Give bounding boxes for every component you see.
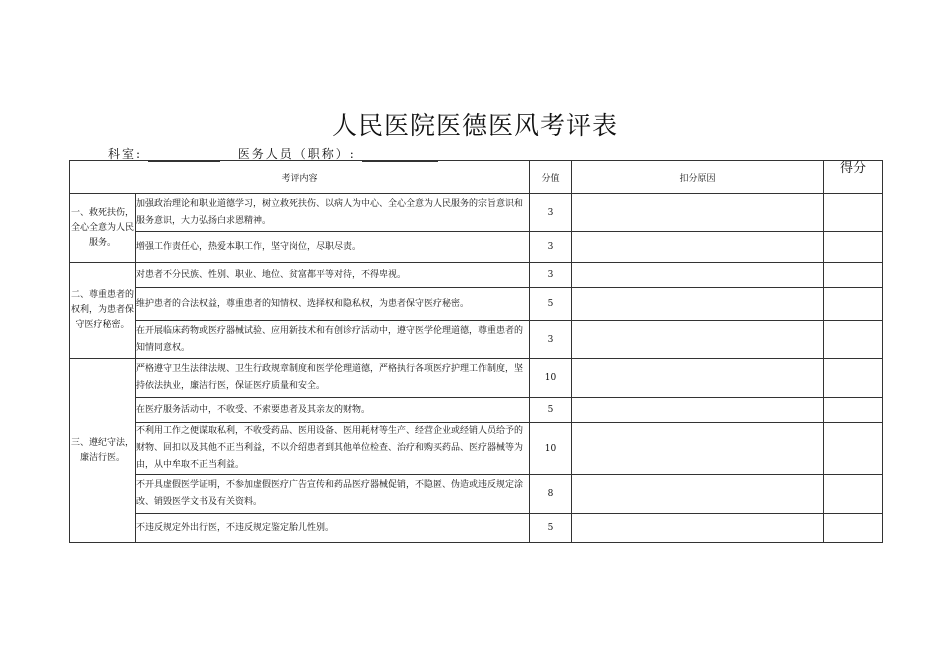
score-cell[interactable] bbox=[824, 475, 883, 514]
evaluation-table bbox=[69, 160, 883, 543]
points-cell: 10 bbox=[530, 359, 572, 398]
table-row bbox=[70, 475, 883, 514]
header-points: 分值 bbox=[530, 161, 572, 194]
deduction-reason-cell[interactable] bbox=[572, 194, 824, 232]
criterion-text: 在开展临床药物或医疗器械试验、应用新技术和有创诊疗活动中，遵守医学伦理道德，尊重患者的知情同意权。 bbox=[136, 325, 524, 353]
table-row bbox=[70, 288, 883, 321]
criterion-cell bbox=[136, 263, 530, 288]
score-cell[interactable] bbox=[824, 514, 883, 543]
criterion-cell bbox=[136, 232, 530, 263]
score-cell[interactable] bbox=[824, 194, 883, 232]
table-row bbox=[70, 321, 883, 359]
criterion-text: 增强工作责任心，热爱本职工作，坚守岗位，尽职尽责。 bbox=[136, 241, 362, 252]
deduction-reason-cell[interactable] bbox=[572, 398, 824, 423]
header-score bbox=[824, 161, 883, 194]
score-cell[interactable] bbox=[824, 359, 883, 398]
header-score-text: 得分 bbox=[840, 161, 867, 176]
criterion-cell bbox=[136, 194, 530, 232]
table-row bbox=[70, 514, 883, 543]
points-cell: 3 bbox=[530, 263, 572, 288]
deduction-reason-cell[interactable] bbox=[572, 514, 824, 543]
deduction-reason-cell[interactable] bbox=[572, 232, 824, 263]
criterion-text: 在医疗服务活动中，不收受、不索要患者及其亲友的财物。 bbox=[136, 404, 371, 415]
table-row bbox=[70, 194, 883, 232]
score-cell[interactable] bbox=[824, 398, 883, 423]
staff-title-label: 医务人员（职称）: bbox=[237, 147, 356, 161]
score-cell[interactable] bbox=[824, 423, 883, 475]
points-cell: 10 bbox=[530, 423, 572, 475]
table-row bbox=[70, 232, 883, 263]
points-cell: 3 bbox=[530, 321, 572, 359]
criterion-cell bbox=[136, 288, 530, 321]
header-content: 考评内容 bbox=[70, 161, 530, 194]
category-cell: 二、尊重患者的权利，为患者保守医疗秘密。 bbox=[70, 263, 136, 359]
criterion-text: 不开具虚假医学证明，不参加虚假医疗广告宣传和药品医疗器械促销，不隐匿、伪造或违反规定涂改、销毁医学文书及有关资料。 bbox=[136, 480, 524, 507]
deduction-reason-cell[interactable] bbox=[572, 359, 824, 398]
points-cell: 3 bbox=[530, 232, 572, 263]
points-cell: 8 bbox=[530, 475, 572, 514]
points-cell: 5 bbox=[530, 398, 572, 423]
criterion-text: 不利用工作之便谋取私利，不收受药品、医用设备、医用耗材等生产、经营企业或经销人员给予的财物、回扣以及其他不正当利益，不以介绍患者到其他单位检查、治疗和购买药品、医疗器械等为由，从中牟取不正当利益。 bbox=[136, 426, 524, 470]
points-cell: 5 bbox=[530, 514, 572, 543]
criterion-text: 维护患者的合法权益，尊重患者的知情权、选择权和隐私权，为患者保守医疗秘密。 bbox=[136, 298, 470, 309]
points-cell: 5 bbox=[530, 288, 572, 321]
criterion-text: 加强政治理论和职业道德学习，树立救死扶伤、以病人为中心、全心全意为人民服务的宗旨意识和服务意识，大力弘扬白求恩精神。 bbox=[136, 198, 524, 226]
category-cell: 一、救死扶伤，全心全意为人民服务。 bbox=[70, 194, 136, 263]
criterion-cell bbox=[136, 359, 530, 398]
deduction-reason-cell[interactable] bbox=[572, 423, 824, 475]
deduction-reason-cell[interactable] bbox=[572, 288, 824, 321]
table-header-row bbox=[70, 161, 883, 194]
criterion-text: 严格遵守卫生法律法规、卫生行政规章制度和医学伦理道德，严格执行各项医疗护理工作制度，坚持依法执业，廉洁行医，保证医疗质量和安全。 bbox=[136, 364, 524, 391]
page-title: 人民医院医德医风考评表 bbox=[331, 111, 618, 140]
department-label: 科室: bbox=[108, 147, 143, 161]
criterion-text: 对患者不分民族、性别、职业、地位、贫富都平等对待，不得卑视。 bbox=[136, 269, 407, 280]
criterion-cell bbox=[136, 423, 530, 475]
criterion-cell bbox=[136, 398, 530, 423]
criterion-cell bbox=[136, 514, 530, 543]
criterion-text: 不违反规定外出行医，不违反规定鉴定胎儿性别。 bbox=[136, 522, 335, 533]
deduction-reason-cell[interactable] bbox=[572, 321, 824, 359]
table-body bbox=[70, 194, 883, 543]
header-reason: 扣分原因 bbox=[572, 161, 824, 194]
score-cell[interactable] bbox=[824, 288, 883, 321]
criterion-cell bbox=[136, 321, 530, 359]
points-cell: 3 bbox=[530, 194, 572, 232]
deduction-reason-cell[interactable] bbox=[572, 475, 824, 514]
table-row bbox=[70, 398, 883, 423]
table-row bbox=[70, 263, 883, 288]
table-row bbox=[70, 423, 883, 475]
table-row bbox=[70, 359, 883, 398]
category-cell: 三、遵纪守法，廉洁行医。 bbox=[70, 359, 136, 543]
deduction-reason-cell[interactable] bbox=[572, 263, 824, 288]
score-cell[interactable] bbox=[824, 263, 883, 288]
score-cell[interactable] bbox=[824, 232, 883, 263]
score-cell[interactable] bbox=[824, 321, 883, 359]
criterion-cell bbox=[136, 475, 530, 514]
